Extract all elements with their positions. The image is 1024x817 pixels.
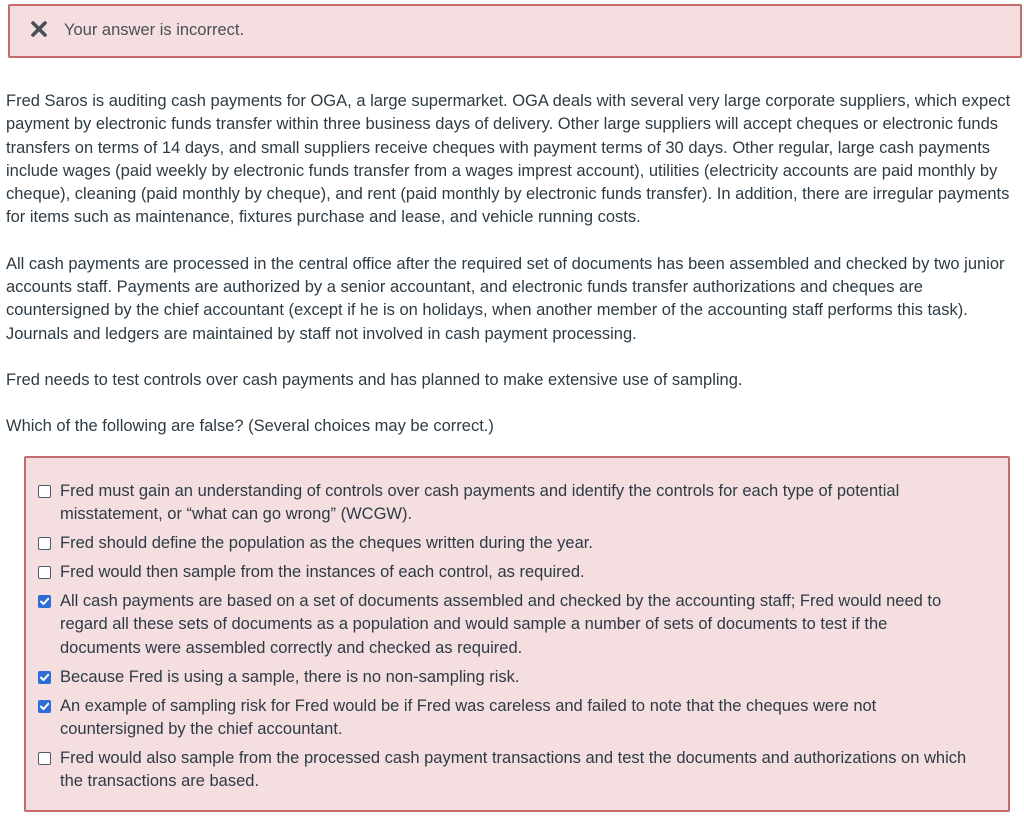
checkbox-choice-2[interactable] xyxy=(38,537,51,550)
choice-2[interactable] xyxy=(38,532,968,555)
choice-label: Because Fred is using a sample, there is no non-sampling risk. xyxy=(60,668,520,686)
question-body xyxy=(6,90,1012,439)
checkbox-choice-1[interactable] xyxy=(38,485,51,498)
question-paragraph: All cash payments are processed in the central office after the required set of documents has been assembled and checked by two junior accounts staff. Payments are authorized by a senior accountant, and electronic funds transfer authorizations and cheques are countersigned by the chief accountant (except if he is on holidays, when another member of the accounting staff performs this task). Journals and ledgers are maintained by staff not involved in cash payment processing. xyxy=(6,254,1005,343)
choice-4[interactable] xyxy=(38,590,968,660)
feedback-banner xyxy=(8,4,1022,58)
choice-label: Fred would then sample from the instances of each control, as required. xyxy=(60,563,585,581)
choice-3[interactable] xyxy=(38,561,968,584)
choice-5[interactable] xyxy=(38,666,968,689)
x-mark-icon xyxy=(28,18,50,40)
choice-label: Fred must gain an understanding of controls over cash payments and identify the controls for each type of potential misstatement, or “what can go wrong” (WCGW). xyxy=(60,482,900,524)
choice-1[interactable] xyxy=(38,480,968,527)
checkbox-choice-7[interactable] xyxy=(38,752,51,765)
question-paragraph: Fred Saros is auditing cash payments for OGA, a large supermarket. OGA deals with several very large corporate suppliers, which expect payment by electronic funds transfer within three business days of delivery. Other large suppliers will accept cheques or electronic funds transfers on terms of 14 days, and small suppliers receive cheques with payment terms of 30 days. Other regular, large cash payments include wages (paid weekly by electronic funds transfer from a wages imprest account), utilities (electricity accounts are paid monthly by cheque), cleaning (paid monthly by cheque), and rent (paid monthly by electronic funds transfer). In addition, there are irregular payments for items such as maintenance, fixtures purchase and lease, and vehicle running costs. xyxy=(6,92,1011,227)
checkbox-choice-4[interactable] xyxy=(38,595,51,608)
question-prompt: Which of the following are false? (Several choices may be correct.) xyxy=(6,417,494,436)
checkbox-choice-5[interactable] xyxy=(38,671,51,684)
answer-choices xyxy=(24,456,1010,812)
choice-label: Fred would also sample from the processed cash payment transactions and test the documents and authorizations on which the transactions are based. xyxy=(60,749,967,791)
checkmark-icon xyxy=(39,701,50,712)
choice-6[interactable] xyxy=(38,695,968,742)
choice-label: All cash payments are based on a set of documents assembled and checked by the accounting staff; Fred would need to regard all these sets of documents as a population and would sample a number of sets of documents to test if the documents were assembled correctly and checked as required. xyxy=(60,592,942,657)
feedback-message: Your answer is incorrect. xyxy=(64,21,245,39)
question-paragraph: Fred needs to test controls over cash payments and has planned to make extensive use of sampling. xyxy=(6,370,743,389)
checkmark-icon xyxy=(39,596,50,607)
checkmark-icon xyxy=(39,672,50,683)
checkbox-choice-3[interactable] xyxy=(38,566,51,579)
choice-label: Fred should define the population as the cheques written during the year. xyxy=(60,534,593,552)
choice-7[interactable] xyxy=(38,747,968,794)
checkbox-choice-6[interactable] xyxy=(38,700,51,713)
choice-label: An example of sampling risk for Fred would be if Fred was careless and failed to note that the cheques were not countersigned by the chief accountant. xyxy=(60,697,877,739)
